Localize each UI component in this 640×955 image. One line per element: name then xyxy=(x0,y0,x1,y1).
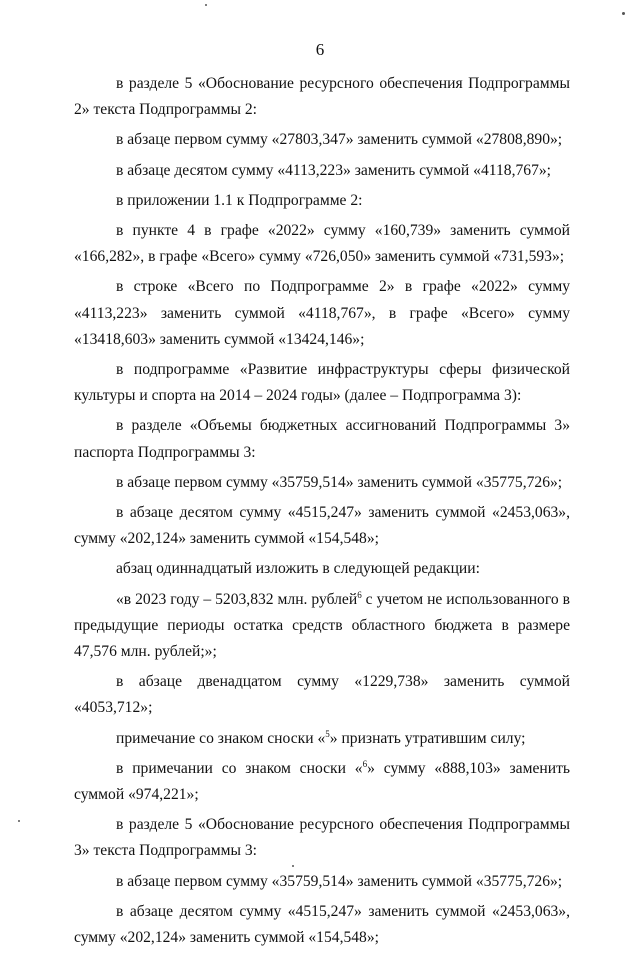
paragraph-11: абзац одиннадцатый изложить в следующей редакции: xyxy=(116,560,480,578)
paragraph-9: в абзаце первом сумму «35759,514» заменить суммой «35775,726»; xyxy=(116,473,563,491)
paragraph-13: в абзаце двенадцатом сумму «1229,738» заменить суммой «4053,712»; xyxy=(74,673,570,717)
scan-speck xyxy=(18,820,20,822)
paragraph-12-text-start: «в 2023 году – 5203,832 млн. рублей xyxy=(116,590,358,608)
paragraph-8: в разделе «Объемы бюджетных ассигнований Подпрограммы 3» паспорта Подпрограммы 3: xyxy=(74,417,570,461)
paragraph-7: в подпрограмме «Развитие инфраструктуры сферы физической культуры и спорта на 2014 – 2024 годы» (далее – Подпрограмма 3): xyxy=(74,361,570,405)
paragraph-5: в пункте 4 в графе «2022» сумму «160,739» заменить суммой «166,282», в графе «Всего» сумму «726,050» заменить суммой «731,593»; xyxy=(74,222,570,266)
paragraph-18: в абзаце десятом сумму «4515,247» заменить суммой «2453,063», сумму «202,124» заменить суммой «154,548»; xyxy=(74,902,570,947)
footnote-mark: 6 xyxy=(362,758,368,769)
paragraph-16: в разделе 5 «Обоснование ресурсного обеспечения Подпрограммы 3» текста Подпрограммы 3: xyxy=(74,816,570,860)
paragraph-14-text-end: » признать утратившим силу; xyxy=(329,729,526,747)
paragraph-12-text-end: с учетом не использованного в предыдущие периоды остатка средств областного бюджета в размере 47,576 млн. рублей;»; xyxy=(74,590,570,661)
paragraph-6: в строке «Всего по Подпрограмме 2» в графе «2022» сумму «4113,223» заменить суммой «4118,767», в графе «Всего» сумму «13418,603» заменить суммой «13424,146»; xyxy=(74,278,570,348)
paragraph-1: в разделе 5 «Обоснование ресурсного обеспечения Подпрограммы 2» текста Подпрограммы 2: xyxy=(74,75,570,119)
page-number: 6 xyxy=(315,40,325,59)
paragraph-3: в абзаце десятом сумму «4113,223» заменить суммой «4118,767»; xyxy=(116,161,551,179)
scan-speck xyxy=(292,865,294,867)
scan-speck xyxy=(622,12,625,15)
paragraph-14-text-start: примечание со знаком сноски « xyxy=(116,729,326,747)
paragraph-10: в абзаце десятом сумму «4515,247» заменить суммой «2453,063», сумму «202,124» заменить суммой «154,548»; xyxy=(74,504,570,548)
paragraph-12 xyxy=(74,587,570,666)
paragraph-15-text-start: в примечании со знаком сноски « xyxy=(116,759,363,777)
footnote-mark: 5 xyxy=(325,728,330,739)
document-body xyxy=(74,71,570,955)
paragraph-4: в приложении 1.1 к Подпрограмме 2: xyxy=(116,191,363,209)
paragraph-17: в абзаце первом сумму «35759,514» заменить суммой «35775,726»; xyxy=(116,872,563,890)
paragraph-2: в абзаце первом сумму «27803,347» заменить суммой «27808,890»; xyxy=(116,131,563,149)
footnote-mark: 6 xyxy=(357,589,362,600)
paragraph-14 xyxy=(74,726,570,752)
paragraph-15-text-end: » сумму «888,103» заменить суммой «974,221»; xyxy=(74,759,571,804)
scan-speck xyxy=(205,4,207,6)
paragraph-15 xyxy=(74,756,570,808)
